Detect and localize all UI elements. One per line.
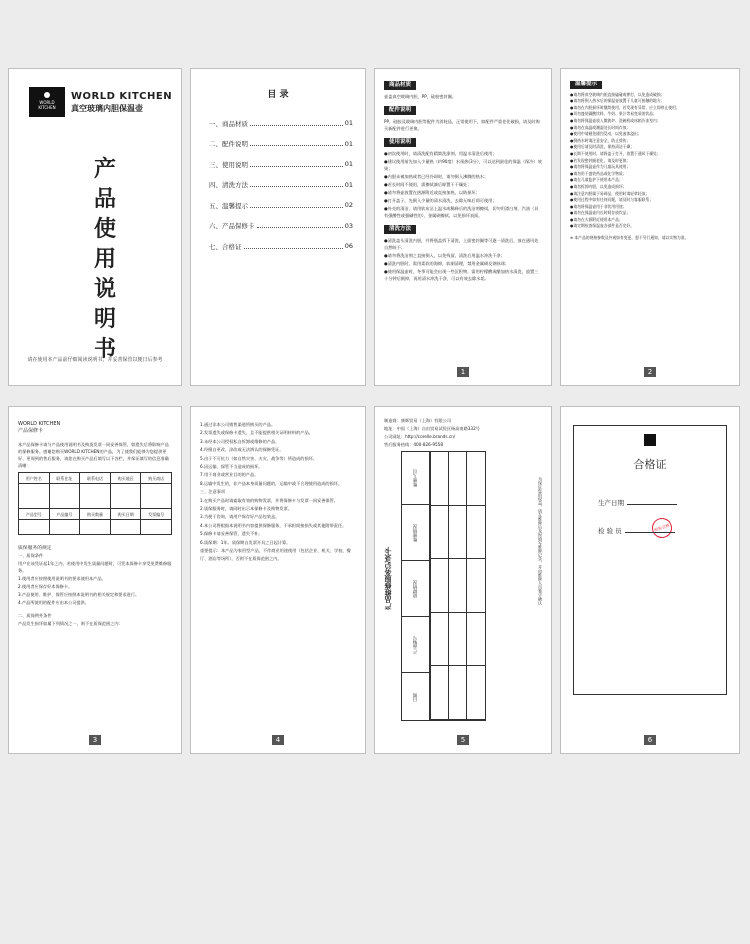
repair-record-grid[interactable]: [429, 451, 486, 721]
page-6-panel: [560, 406, 740, 754]
page-1-body: 商品材质 壶盖真空玻璃内胆，PP，硅胶密封圈。 配件说明 PP，硅胶及玻璃内胆等配件为消耗品，正常使用下，如配件严重老化破损，请及时购买新配件进行更换。 使用说明 ●初次使用时，请清洗配有精简洗涤剂，用温水清洗后使用； ●建议使用前先加入少量热（约90度）水预热(3分），可以达到最佳的保温（保冷）效果； ●内胆未被加热或者已经冷却时，请勿倒入沸腾的热水； ●若长时间不使用，需擦拭滴后晾置于干燥处； ●请勿将壶放置在热源附近或直接加热，以防损坏； ●打开盖子，先倒入少量的清水清洗，去除无味后即可使用； ●外壳的清洁，请用软布沾上温水或稀释后的洗洁剂擦拭，切勿用漂白剂、汽油（具有强酸性或强碱性的）、金属刷擦拭，以免损坏表面。 清洗方法 ●清洗盖头清洗内胆，并将瓶盖拆下清洗，上面密封圈等可逐一清洗后，放在通风处自然晾干； ●请勿将洗洁剂之直接倒入，以免残留，清洗后用温水冲洗干净； ●清洗内胆时，需用柔软的海绵，软刷清理，禁用金属刷及钢丝球； ●使用保温壶时，冬季可能会出现一些沉积物，需用柠檬酸或醋加热水清洗，放置三十分钟后倒掉，再用清水冲洗干净，可以有效去除水垢。: [384, 82, 542, 281]
page-number: 6: [644, 735, 656, 745]
toc-item[interactable]: 四、清洗方法 01: [209, 180, 353, 190]
section-header: 使用说明: [384, 138, 416, 147]
page-number: 1: [457, 367, 469, 377]
repair-record-labels: 维修人员 维修情况 故障情况 产品编号 日期: [401, 451, 431, 721]
cover-panel: [8, 68, 182, 386]
qc-stamp: 检验合格: [649, 515, 675, 541]
toc-item[interactable]: 七、合格证 06: [209, 242, 353, 251]
repair-note: 为保证您的权益，请在维修后及时填写维修记录，并由维修人员签字确认: [538, 477, 543, 605]
section-header: 清洗方法: [384, 225, 416, 234]
company-info: 制造商：康辉贸易（上海）有限公司 地址：中国（上海）自由贸易试验区杨高南路332号 公司网址：http://corelle.brands.cn/ 售后服务热线：400-826-9558: [384, 418, 480, 447]
repair-record-title: 产品维修服务记录卡: [384, 547, 392, 610]
page-4-panel: [190, 406, 366, 754]
section-header: 温馨提示: [570, 81, 602, 89]
toc-title: 目 录: [267, 90, 289, 100]
parts-text: PP，硅胶及玻璃内胆等配件为消耗品，正常使用下，如配件严重老化破损，请及时购买新配件进行更换。: [384, 119, 540, 131]
page-1-panel: [374, 68, 552, 386]
page-5-panel: [374, 406, 552, 754]
brand-logo: WORLD KITCHEN: [29, 87, 65, 117]
page-2-panel: [560, 68, 740, 386]
brand-name: WORLD KITCHEN: [18, 421, 61, 427]
certificate-box: [573, 425, 727, 695]
page-2-body: 温馨提示 ●请勿将真空玻璃内胆直接磕碰或摔打，以免造成破损； ●请勿将倒入热水后的保温壶放置于儿童可接触的地方； ●请勿在内胆损坏时继续使用，若发现有异常，应立即停止使用； ●切勿盛装碳酸饮料、牛奶、果汁等易变质的饮品； ●请勿将保温壶放入微波炉、洗碗机或冰箱冷冻室内； ●请勿在高温或潮湿处长时间存放； ●使用中请避免剧烈晃动，以免液体溢出； ●倒热水时请注意安全，防止烫伤； ●使用后请及时清洗，保持清洁干燥； ●长期不使用时，请将盖子打开，放置于通风干燥处； ●若发现密封圈老化，请及时更换； ●请勿将保温壶作为儿童玩具使用； ●请勿用于盛装药品或化学物质； ●请在儿童监护下使用本产品； ●请勿拆卸内胆，以免造成损坏； ●请注意内胆属于易碎品，使用时请轻拿轻放； ●使用过程中如有任何问题，请及时与客服联系； ●请勿将保温壶用于非饮用用途； ●请勿在保温壶内长时间存放饮品； ●请勿在火源附近使用本产品； ●请定期检查保温壶各部件是否完好。 ※ 本产品的规格参数及外观如有变更，恕不另行通知，请以实物为准。: [570, 75, 730, 242]
brand-logo: [644, 434, 656, 446]
toc-item[interactable]: 五、温馨提示 02: [209, 201, 353, 210]
toc-item[interactable]: 一、商品材质 01: [209, 119, 353, 128]
toc-panel: [190, 68, 366, 386]
page-4-body: 1.通过非本公司销售渠道所购买的产品。 2.发票遗失或保修卡遗失，且不能提供相关证明材料的产品。 3.未经本公司授权私自拆卸或维修的产品。 4.经擅自更改、涂改或无法辨认的保修凭证。 5.由于不可抗力（如自然灾害、火灾、战争等）所造成的损坏。 6.因运输、保管不当造成的损坏。 7.用于商业或营业目的的产品。 8.运输中发生的，非产品本身质量问题的，运输中或不合理使用造成的损坏。 三、注意事项 1.在购买产品时请索取有效的购物发票，并将保修卡与发票一同妥善保管。 2.质保服务时，请同时出示本保修卡及购物发票。 3.为便于咨询，请用户保存好产品包装盒。 4.本公司将根据本说明书内容提供保修服务，不承担间接损失或其他附带责任。 5.保修卡请妥善保管，遗失不补。 6.质保期：1年。质保期自发票开具之日起计算。 重要提示：本产品为家用型产品，不作商业用途使用（包括企业、机关、学校、餐厅、酒店等场所），否则不在质保范围之内。: [200, 422, 351, 561]
rules-title: 质保服务的规定: [18, 546, 52, 551]
toc-list: [209, 113, 353, 257]
section-header: 配件说明: [384, 106, 416, 115]
manual-title: 产 品 使 用 说 明 书: [93, 157, 116, 362]
user-info-table: 用户姓名 联系住址 联系电话 购买地区 购买商店 产品型号 产品编号 购买数量 购买日期 发票编号: [18, 472, 172, 535]
page-number: 2: [644, 367, 656, 377]
brand-name: WORLD KITCHEN: [71, 91, 173, 102]
toc-item[interactable]: 六、产品保修卡 03: [209, 221, 353, 231]
page-number: 5: [457, 735, 469, 745]
page-number: 4: [272, 735, 284, 745]
page-3-body: WORLD KITCHEN 产品保修卡 本产品保修卡请与产品使用说明书及购货发票一同妥善保管，如遗失后将影响产品的保修服务。感谢您购买WORLD KITCHEN的产品，为了使我们能够为您提供更好、更周到的售后服务，请您在购买产品后填写以下各栏，并保证填写的信息准确清晰： 用户姓名 联系住址 联系电话 购买地区 购买商店 产品型号 产品编号 购买数量 购买日期 发票编号 质保服务的规定 一、质保条件 用户在该凭证起1年之内，若使用中发生质量问题时，可凭本保修卡享受免费维修服务。 1.使用者应按照使用说明书的要求使用本产品。 2.使用者应保存好本保修卡。 3.产品使用、维护、保管应按照本说明书的相关规定和要求进行。 4.产品所使用的配件应由本公司提供。 二、质保例外条件 产品发生损坏如属下列情况之一，则不在质保范围之内：: [18, 421, 172, 626]
page-3-panel: [8, 406, 182, 754]
page-number: 3: [89, 735, 101, 745]
product-name: 真空玻璃内胆保温壶: [71, 104, 143, 113]
card-heading: 产品保修卡: [18, 428, 44, 434]
toc-item[interactable]: 三、使用说明 01: [209, 160, 353, 169]
production-date-line[interactable]: 生产日期: [598, 498, 677, 507]
toc-item[interactable]: 二、配件说明 01: [209, 139, 353, 149]
material-text: 壶盖真空玻璃内胆，PP，硅胶密封圈。: [384, 94, 457, 99]
spec-note: ※ 本产品的规格参数及外观如有变更，恕不另行通知，请以实物为准。: [570, 235, 689, 241]
certificate-title: 合格证: [633, 458, 667, 471]
inspector-line[interactable]: 检 验 员: [598, 526, 675, 535]
cover-footnote: 请在使用本产品前仔细阅读说明书，并妥善保管以便日后参考: [27, 357, 163, 363]
card-intro: 本产品保修卡请与产品使用说明书及购货发票一同妥善保管，如遗失后将影响产品的保修服务。感谢您购买WORLD KITCHEN的产品，为了使我们能够为您提供更好、更周到的售后服务，请您在购买产品后填写以下各栏，并保证填写的信息准确清晰：: [18, 442, 169, 468]
section-header: 商品材质: [384, 81, 416, 90]
